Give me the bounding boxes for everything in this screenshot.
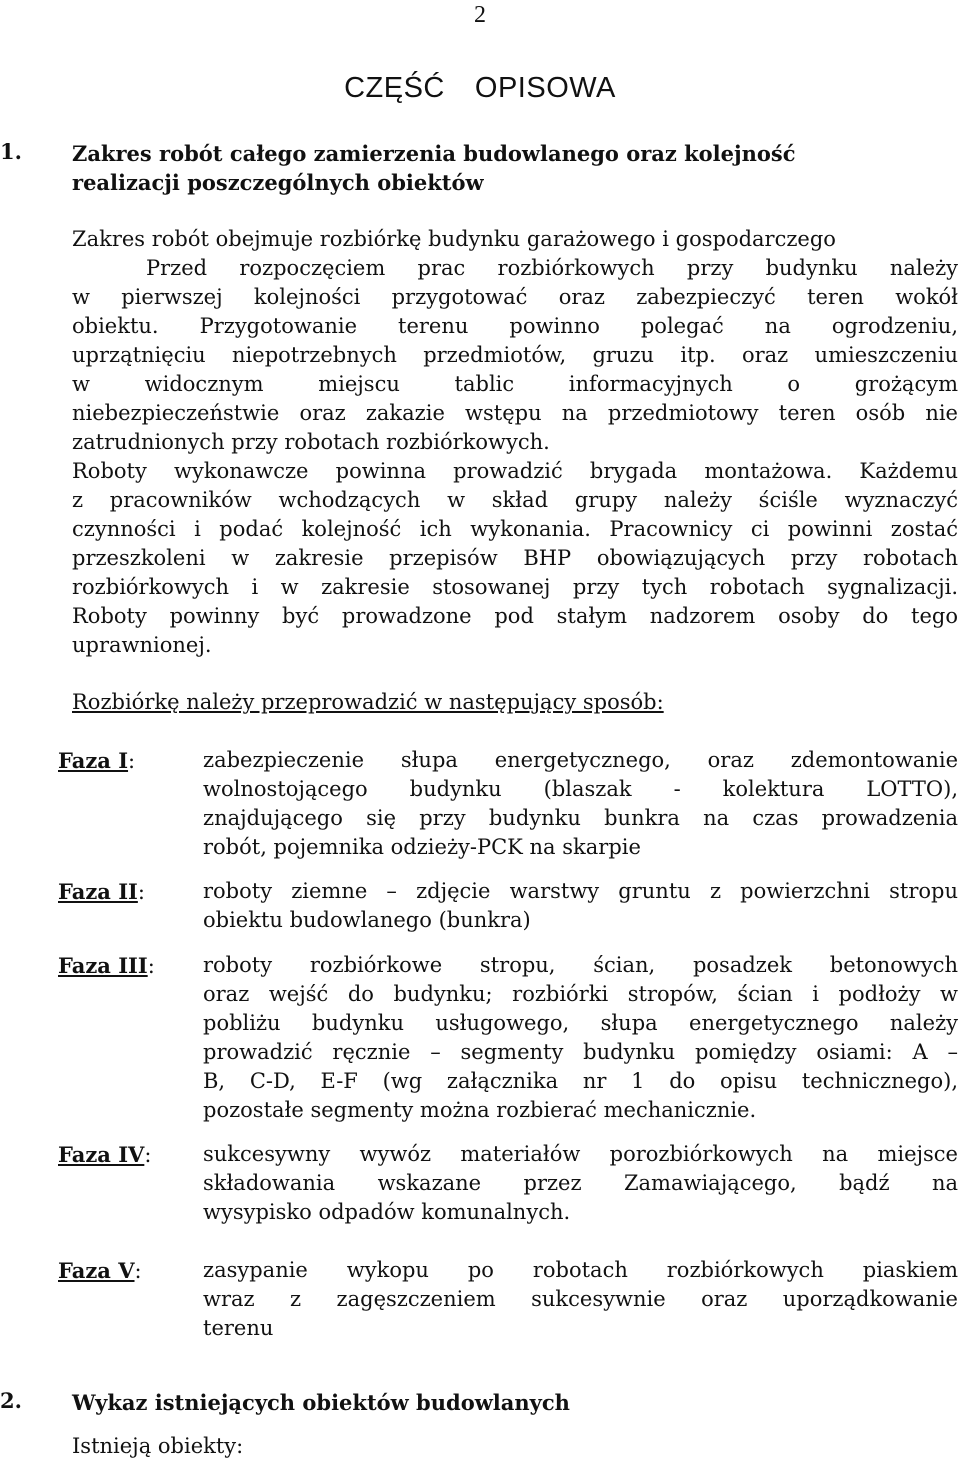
section-1-title <box>72 139 942 197</box>
phase-line: oraz wejść do budynku; rozbiórki stropów, ścian i podłoży w <box>203 982 958 1006</box>
phase-5-text <box>203 1256 958 1343</box>
phase-label-text: Faza III <box>58 953 148 978</box>
paragraph-line: czynności i podać kolejność ich wykonania. Pracownicy ci powinni zostać <box>72 517 958 541</box>
phase-4-label: Faza IV: <box>58 1142 152 1167</box>
phase-line: zasypanie wykopu po robotach rozbiórkowych piaskiem <box>203 1258 958 1282</box>
phase-line: pobliżu budynku usługowego, słupa energetycznego należy <box>203 1011 958 1035</box>
page-number: 2 <box>474 2 486 28</box>
section-2-subtitle <box>72 1432 958 1461</box>
section-2-title-text: Wykaz istniejących obiektów budowlanych <box>72 1390 570 1415</box>
paragraph-line: rozbiórkowych i w zakresie stosowanej przy tych robotach sygnalizacji. <box>72 575 958 599</box>
paragraph-line: przeszkoleni w zakresie przepisów BHP obowiązujących przy robotach <box>72 546 958 570</box>
paragraph-line: obiektu. Przygotowanie terenu powinno polegać na ogrodzeniu, <box>72 314 958 338</box>
paragraph-line: Przed rozpoczęciem prac rozbiórkowych przy budynku należy <box>146 256 958 280</box>
phase-line: roboty ziemne – zdjęcie warstwy gruntu z powierzchni stropu <box>203 879 958 903</box>
phase-label-text: Faza V <box>58 1258 135 1283</box>
paragraph-line: uprawnionej. <box>72 633 212 657</box>
phase-2-text <box>203 877 958 935</box>
page-title <box>0 72 960 105</box>
section-1-title-line: realizacji poszczególnych obiektów <box>72 170 484 195</box>
section-1-number: 1. <box>0 139 22 164</box>
section-2-subtitle-text: Istnieją obiekty: <box>72 1434 244 1458</box>
section-1-title-line: Zakres robót całego zamierzenia budowlanego oraz kolejność <box>72 141 796 166</box>
intro-paragraph <box>72 254 958 660</box>
phase-label-text: Faza I <box>58 748 129 773</box>
phase-line: wolnostojącego budynku (blaszak - kolektura LOTTO), <box>203 777 958 801</box>
phase-1-label: Faza I: <box>58 748 136 773</box>
phase-label-text: Faza IV <box>58 1142 145 1167</box>
phase-line: prowadzić ręcznie – segmenty budynku pomiędzy osiami: A – <box>203 1040 958 1064</box>
section-2-number: 2. <box>0 1388 22 1413</box>
phase-5-label: Faza V: <box>58 1258 142 1283</box>
paragraph-line: Roboty powinny być prowadzone pod stałym nadzorem osoby do tego <box>72 604 958 628</box>
page-title-part1: CZĘŚĆ <box>344 72 445 104</box>
phase-line: wysypisko odpadów komunalnych. <box>203 1200 571 1224</box>
paragraph-line: w pierwszej kolejności przygotować oraz zabezpieczyć teren wokół <box>72 285 958 309</box>
page-title-part2: OPISOWA <box>474 72 616 104</box>
phase-line: znajdującego się przy budynku bunkra na czas prowadzenia <box>203 806 958 830</box>
paragraph-line: w widocznym miejscu tablic informacyjnych o grożącym <box>72 372 958 396</box>
phase-line: składowania wskazane przez Zamawiającego, bądź na <box>203 1171 958 1195</box>
phase-label-text: Faza II <box>58 879 138 904</box>
phase-2-label: Faza II: <box>58 879 145 904</box>
phase-line: terenu <box>203 1316 274 1340</box>
paragraph-line: Roboty wykonawcze powinna prowadzić brygada montażowa. Każdemu <box>72 459 958 483</box>
paragraph-line: z pracowników wchodzących w skład grupy należy ściśle wyznaczyć <box>72 488 958 512</box>
phase-3-text <box>203 951 958 1125</box>
paragraph-line: zatrudnionych przy robotach rozbiórkowych. <box>72 430 550 454</box>
paragraph-line: niebezpieczeństwie oraz zakazie wstępu na przedmiotowy teren osób nie <box>72 401 958 425</box>
phase-line: wraz z zagęszczeniem sukcesywnie oraz uporządkowanie <box>203 1287 958 1311</box>
phase-line: roboty rozbiórkowe stropu, ścian, posadzek betonowych <box>203 953 958 977</box>
method-heading <box>72 688 958 717</box>
scope-text: Zakres robót obejmuje rozbiórkę budynku garażowego i gospodarczego <box>72 227 836 251</box>
paragraph-line: uprzątnięciu niepotrzebnych przedmiotów, gruzu itp. oraz umieszczeniu <box>72 343 958 367</box>
phase-line: B, C-D, E-F (wg załącznika nr 1 do opisu technicznego), <box>203 1069 958 1093</box>
phase-4-text <box>203 1140 958 1227</box>
section-2-title <box>72 1388 942 1417</box>
phase-1-text <box>203 746 958 862</box>
phase-3-label: Faza III: <box>58 953 155 978</box>
phase-line: obiektu budowlanego (bunkra) <box>203 908 531 932</box>
scope-line <box>72 225 958 254</box>
method-heading-text: Rozbiórkę należy przeprowadzić w następujący sposób: <box>72 690 664 714</box>
phase-line: robót, pojemnika odzieży-PCK na skarpie <box>203 835 641 859</box>
phase-line: pozostałe segmenty można rozbierać mechanicznie. <box>203 1098 757 1122</box>
phase-line: sukcesywny wywóz materiałów porozbiórkowych na miejsce <box>203 1142 958 1166</box>
phase-line: zabezpieczenie słupa energetycznego, oraz zdemontowanie <box>203 748 958 772</box>
